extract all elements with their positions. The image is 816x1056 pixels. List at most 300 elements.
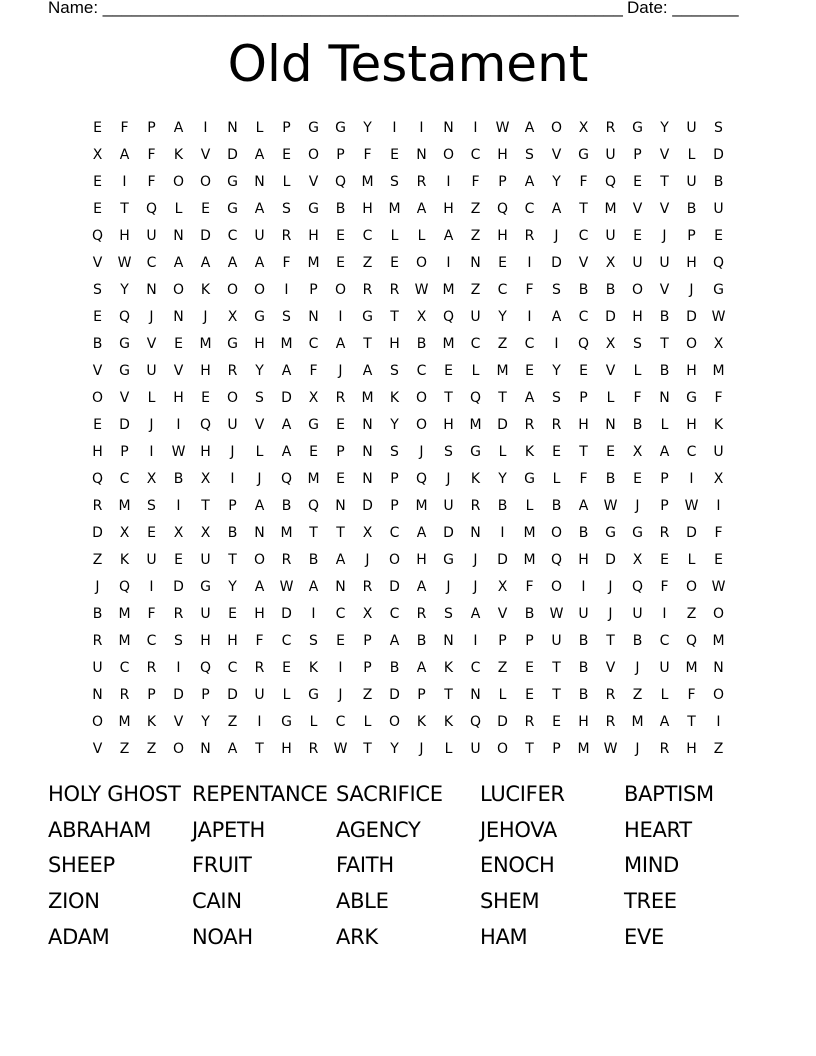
grid-letter: L [687, 146, 696, 163]
grid-letter: C [119, 659, 130, 676]
grid-letter: I [473, 119, 478, 136]
grid-letter: Q [280, 470, 293, 487]
grid-letter: U [605, 227, 616, 244]
grid-letter: D [227, 146, 238, 163]
grid-letter: Z [119, 740, 130, 757]
grid-letter: O [253, 551, 266, 568]
grid-letter: T [444, 686, 453, 703]
grid-letter: E [336, 632, 345, 649]
grid-letter: H [416, 551, 427, 568]
grid-letter: X [200, 524, 211, 541]
grid-letter: P [498, 173, 507, 190]
grid-letter: D [281, 389, 292, 406]
grid-letter: M [307, 254, 320, 271]
grid-letter: A [551, 200, 562, 217]
grid-letter: S [444, 443, 453, 460]
grid-letter: G [362, 308, 373, 325]
grid-letter: H [389, 335, 400, 352]
grid-letter: U [659, 659, 670, 676]
grid-letter: K [416, 713, 427, 730]
grid-letter: I [257, 713, 262, 730]
grid-letter: O [388, 713, 401, 730]
grid-letter: B [659, 308, 670, 325]
grid-letter: U [254, 227, 265, 244]
word-list-item: AGENCY [336, 817, 421, 842]
grid-letter: C [227, 227, 238, 244]
grid-letter: H [254, 335, 265, 352]
grid-letter: A [335, 335, 346, 352]
grid-letter: K [389, 389, 400, 406]
grid-letter: P [336, 443, 345, 460]
grid-letter: R [605, 686, 616, 703]
grid-letter: N [173, 308, 184, 325]
grid-letter: B [605, 470, 616, 487]
grid-letter: Z [632, 686, 643, 703]
grid-letter: R [659, 524, 670, 541]
grid-letter: O [226, 389, 239, 406]
grid-letter: O [631, 281, 644, 298]
grid-letter: G [686, 389, 697, 406]
grid-letter: N [443, 632, 454, 649]
grid-letter: C [389, 605, 400, 622]
grid-letter: R [362, 578, 373, 595]
grid-letter: D [389, 578, 400, 595]
grid-letter: Q [604, 173, 617, 190]
grid-letter: T [363, 740, 372, 757]
grid-letter: L [147, 389, 156, 406]
grid-letter: C [578, 308, 589, 325]
grid-letter: H [254, 605, 265, 622]
grid-letter: G [308, 416, 319, 433]
grid-letter: S [552, 389, 561, 406]
grid-letter: V [578, 254, 589, 271]
grid-letter: B [92, 605, 103, 622]
grid-letter: B [686, 200, 697, 217]
grid-letter: U [470, 740, 481, 757]
grid-letter: Y [498, 470, 507, 487]
grid-letter: R [659, 740, 670, 757]
grid-letter: M [415, 497, 428, 514]
grid-letter: W [603, 740, 618, 757]
grid-letter: W [549, 605, 564, 622]
grid-letter: J [203, 308, 208, 325]
grid-letter: H [497, 146, 508, 163]
grid-letter: V [92, 740, 103, 757]
grid-letter: F [579, 173, 588, 190]
grid-letter: B [713, 173, 724, 190]
grid-letter: E [174, 551, 183, 568]
grid-letter: O [415, 254, 428, 271]
grid-letter: G [227, 173, 238, 190]
grid-letter: Y [120, 281, 129, 298]
grid-letter: X [362, 524, 373, 541]
grid-letter: I [446, 254, 451, 271]
grid-letter: A [362, 362, 373, 379]
word-list-item: LUCIFER [480, 782, 565, 806]
grid-letter: S [174, 632, 183, 649]
grid-letter: X [605, 254, 616, 271]
grid-letter: J [635, 659, 640, 676]
grid-letter: N [254, 524, 265, 541]
word-list-item: TREE [624, 889, 677, 914]
grid-letter: H [686, 362, 697, 379]
grid-letter: D [173, 686, 184, 703]
grid-letter: E [201, 200, 210, 217]
grid-letter: K [470, 470, 481, 487]
grid-letter: U [551, 632, 562, 649]
grid-letter: U [200, 551, 211, 568]
grid-letter: H [578, 416, 589, 433]
grid-letter: T [228, 551, 237, 568]
grid-letter: F [147, 146, 156, 163]
grid-letter: Q [550, 551, 563, 568]
grid-letter: P [660, 497, 669, 514]
grid-letter: P [390, 497, 399, 514]
grid-letter: M [361, 389, 374, 406]
grid-letter: Y [498, 308, 507, 325]
grid-letter: I [689, 470, 694, 487]
grid-letter: L [309, 713, 318, 730]
word-list-item: HAM [480, 924, 528, 949]
grid-letter: A [551, 308, 562, 325]
grid-letter: T [660, 173, 669, 190]
grid-letter: N [92, 686, 103, 703]
grid-letter: A [254, 497, 265, 514]
grid-letter: W [603, 497, 618, 514]
grid-letter: A [524, 173, 535, 190]
grid-letter: T [579, 443, 588, 460]
grid-letter: R [416, 173, 427, 190]
grid-letter: D [686, 308, 697, 325]
grid-letter: C [470, 335, 481, 352]
grid-letter: G [254, 308, 265, 325]
grid-letter: E [525, 686, 534, 703]
grid-letter: J [608, 578, 613, 595]
grid-letter: P [282, 119, 291, 136]
grid-letter: P [417, 686, 426, 703]
grid-letter: X [119, 524, 130, 541]
grid-letter: W [711, 308, 726, 325]
grid-letter: P [309, 281, 318, 298]
grid-letter: Y [552, 173, 561, 190]
grid-letter: A [416, 659, 427, 676]
grid-letter: A [308, 578, 319, 595]
grid-letter: F [282, 254, 291, 271]
grid-letter: R [389, 281, 400, 298]
grid-letter: U [632, 605, 643, 622]
grid-letter: T [525, 740, 534, 757]
grid-letter: Q [442, 308, 455, 325]
grid-letter: O [550, 578, 563, 595]
grid-letter: K [200, 281, 211, 298]
grid-letter: H [92, 443, 103, 460]
grid-letter: C [146, 632, 157, 649]
word-list-item: CAIN [192, 889, 242, 914]
grid-letter: Z [470, 227, 481, 244]
word-list-item: SACRIFICE [336, 782, 443, 806]
word-list-item: MIND [624, 853, 679, 878]
grid-letter: B [497, 497, 508, 514]
grid-letter: V [659, 146, 670, 163]
grid-letter: H [578, 713, 589, 730]
grid-letter: D [497, 416, 508, 433]
grid-letter: B [578, 524, 589, 541]
grid-letter: Q [712, 254, 725, 271]
grid-letter: Z [713, 740, 724, 757]
grid-letter: M [307, 470, 320, 487]
grid-letter: D [497, 713, 508, 730]
grid-letter: R [416, 605, 427, 622]
grid-letter: L [471, 362, 480, 379]
grid-letter: C [659, 632, 670, 649]
grid-letter: O [334, 281, 347, 298]
grid-letter: S [552, 281, 561, 298]
grid-letter: W [117, 254, 132, 271]
grid-letter: R [281, 227, 292, 244]
grid-letter: P [552, 740, 561, 757]
grid-letter: Q [685, 632, 698, 649]
grid-letter: A [254, 578, 265, 595]
grid-letter: P [390, 470, 399, 487]
grid-letter: E [579, 362, 588, 379]
grid-letter: I [203, 119, 208, 136]
grid-letter: E [93, 308, 102, 325]
grid-letter: D [605, 551, 616, 568]
grid-letter: V [551, 146, 562, 163]
grid-letter: E [336, 416, 345, 433]
grid-letter: Q [145, 200, 158, 217]
grid-letter: H [632, 308, 643, 325]
grid-letter: U [146, 551, 157, 568]
grid-letter: A [416, 524, 427, 541]
grid-letter: L [687, 551, 696, 568]
grid-letter: L [552, 470, 561, 487]
word-list-item: HEART [624, 817, 692, 842]
grid-letter: H [497, 227, 508, 244]
grid-letter: O [496, 740, 509, 757]
grid-letter: B [578, 686, 589, 703]
grid-letter: Q [334, 173, 347, 190]
grid-letter: E [498, 254, 507, 271]
grid-letter: N [200, 740, 211, 757]
grid-letter: R [551, 416, 562, 433]
grid-letter: Q [118, 578, 131, 595]
grid-letter: F [525, 281, 534, 298]
grid-letter: H [308, 227, 319, 244]
word-list-item: ZION [48, 889, 100, 914]
grid-letter: N [605, 416, 616, 433]
grid-letter: I [473, 632, 478, 649]
grid-letter: A [254, 146, 265, 163]
grid-letter: N [173, 227, 184, 244]
grid-letter: C [578, 227, 589, 244]
grid-letter: A [227, 740, 238, 757]
grid-letter: X [200, 470, 211, 487]
grid-letter: D [605, 308, 616, 325]
word-list-item: ARK [336, 924, 378, 949]
word-list-item: JAPETH [192, 817, 265, 842]
grid-letter: V [200, 146, 211, 163]
grid-letter: V [173, 713, 184, 730]
grid-letter: G [200, 578, 211, 595]
grid-letter: A [524, 389, 535, 406]
grid-letter: M [118, 497, 131, 514]
grid-letter: X [362, 605, 373, 622]
grid-letter: A [173, 254, 184, 271]
grid-letter: I [662, 605, 667, 622]
grid-letter: V [92, 362, 103, 379]
grid-letter: B [632, 632, 643, 649]
grid-letter: W [495, 119, 510, 136]
grid-letter: L [498, 443, 507, 460]
grid-letter: E [93, 119, 102, 136]
grid-letter: L [660, 686, 669, 703]
grid-letter: J [662, 227, 667, 244]
word-list-item: FAITH [336, 853, 394, 878]
word-list-item: FRUIT [192, 853, 252, 878]
grid-letter: C [497, 281, 508, 298]
grid-letter: G [119, 362, 130, 379]
grid-letter: E [282, 146, 291, 163]
grid-letter: T [201, 497, 210, 514]
grid-letter: Z [362, 686, 373, 703]
grid-letter: O [550, 119, 563, 136]
grid-letter: R [362, 281, 373, 298]
grid-letter: G [632, 119, 643, 136]
grid-letter: B [416, 632, 427, 649]
grid-letter: P [579, 389, 588, 406]
grid-letter: O [415, 416, 428, 433]
grid-letter: O [685, 578, 698, 595]
grid-letter: K [524, 443, 535, 460]
grid-letter: U [578, 605, 589, 622]
word-list-item: SHEM [480, 889, 540, 914]
grid-letter: W [279, 578, 294, 595]
grid-letter: M [280, 524, 293, 541]
grid-letter: N [470, 524, 481, 541]
grid-letter: E [633, 470, 642, 487]
grid-letter: R [335, 389, 346, 406]
grid-letter: Q [91, 227, 104, 244]
grid-letter: O [550, 524, 563, 541]
grid-letter: J [419, 740, 424, 757]
grid-letter: I [311, 605, 316, 622]
grid-letter: J [95, 578, 100, 595]
grid-letter: H [281, 740, 292, 757]
grid-letter: M [118, 632, 131, 649]
grid-letter: G [119, 335, 130, 352]
grid-letter: B [632, 416, 643, 433]
grid-letter: O [415, 389, 428, 406]
grid-letter: G [227, 200, 238, 217]
grid-letter: U [92, 659, 103, 676]
grid-letter: J [230, 443, 235, 460]
grid-letter: Q [199, 659, 212, 676]
grid-letter: C [146, 254, 157, 271]
grid-letter: Q [631, 578, 644, 595]
grid-letter: S [525, 146, 534, 163]
grid-letter: X [416, 308, 427, 325]
grid-letter: J [149, 308, 154, 325]
grid-letter: E [336, 254, 345, 271]
grid-letter: J [446, 470, 451, 487]
grid-letter: A [578, 497, 589, 514]
grid-letter: B [389, 659, 400, 676]
word-list-item: ADAM [48, 924, 110, 949]
grid-letter: X [92, 146, 103, 163]
grid-letter: Q [469, 389, 482, 406]
grid-letter: A [119, 146, 130, 163]
grid-letter: T [444, 389, 453, 406]
grid-letter: W [684, 497, 699, 514]
grid-letter: N [416, 146, 427, 163]
grid-letter: R [173, 605, 184, 622]
grid-letter: S [390, 173, 399, 190]
grid-letter: N [362, 470, 373, 487]
grid-letter: S [147, 497, 156, 514]
grid-letter: D [281, 605, 292, 622]
grid-letter: W [171, 443, 186, 460]
grid-letter: B [578, 659, 589, 676]
word-list-item: ABRAHAM [48, 817, 152, 842]
grid-letter: I [149, 578, 154, 595]
name-field-label: Name: _______________________________________________________ [48, 0, 623, 17]
grid-letter: P [525, 632, 534, 649]
grid-letter: Z [470, 200, 481, 217]
grid-letter: O [172, 173, 185, 190]
grid-letter: G [713, 281, 724, 298]
grid-letter: W [333, 740, 348, 757]
grid-letter: P [147, 119, 156, 136]
grid-letter: Q [469, 713, 482, 730]
grid-letter: T [309, 524, 318, 541]
grid-letter: F [120, 119, 129, 136]
grid-letter: S [255, 389, 264, 406]
grid-letter: J [446, 578, 451, 595]
grid-letter: F [687, 686, 696, 703]
grid-letter: E [552, 443, 561, 460]
word-list-item: JEHOVA [480, 817, 558, 842]
grid-letter: R [605, 119, 616, 136]
grid-letter: P [336, 146, 345, 163]
grid-letter: Y [228, 578, 237, 595]
grid-letter: O [91, 713, 104, 730]
grid-letter: Y [552, 362, 561, 379]
grid-letter: V [308, 173, 319, 190]
grid-letter: T [120, 200, 129, 217]
grid-letter: T [687, 713, 696, 730]
grid-letter: G [470, 443, 481, 460]
grid-letter: A [524, 119, 535, 136]
grid-letter: V [146, 335, 157, 352]
grid-letter: U [443, 497, 454, 514]
grid-letter: O [307, 146, 320, 163]
grid-letter: U [686, 119, 697, 136]
grid-letter: N [227, 119, 238, 136]
grid-letter: Z [497, 335, 508, 352]
grid-letter: X [713, 335, 724, 352]
grid-letter: C [416, 362, 427, 379]
grid-letter: M [496, 362, 509, 379]
grid-letter: S [633, 335, 642, 352]
grid-letter: Y [390, 416, 399, 433]
grid-letter: U [227, 416, 238, 433]
grid-letter: I [500, 524, 505, 541]
grid-letter: B [281, 497, 292, 514]
grid-letter: P [201, 686, 210, 703]
grid-letter: J [149, 416, 154, 433]
grid-letter: T [390, 308, 399, 325]
